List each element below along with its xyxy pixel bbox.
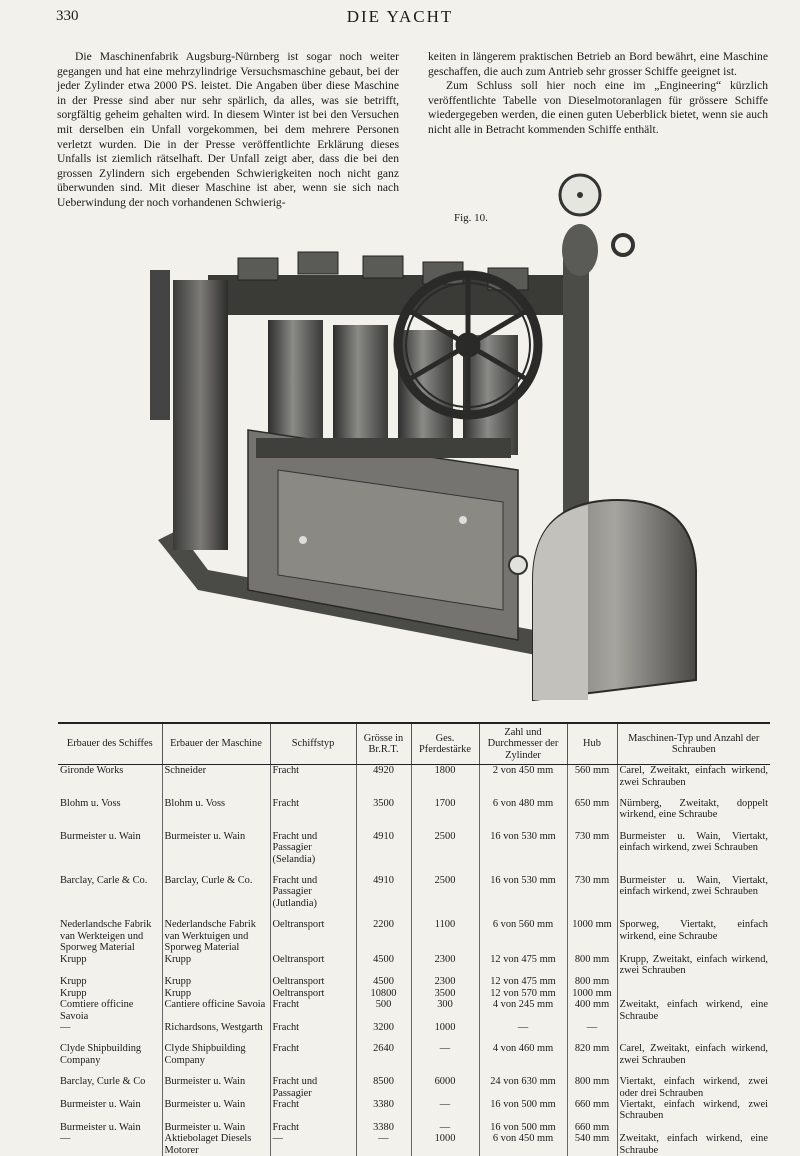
table-cell: 4910: [356, 821, 411, 865]
table-cell: Barclay, Curle & Co: [60, 1076, 146, 1088]
table-row: [58, 954, 770, 977]
table-cell: Aktiebolaget Diesels Motorer: [162, 1133, 270, 1156]
table-cell: 3200: [356, 1022, 411, 1033]
table-cell: Krupp: [60, 976, 87, 988]
table-cell: 4 von 245 mm: [479, 999, 567, 1022]
table-cell: Fracht und Passagier (Selandia): [270, 821, 356, 865]
table-row: [58, 1066, 770, 1099]
col-header: Hub: [567, 723, 617, 765]
table-cell: Oeltransport: [270, 988, 356, 999]
table-cell: 4500: [356, 954, 411, 977]
table-cell: 8500: [356, 1066, 411, 1099]
table-cell: Krupp, Zweitakt, einfach wirkend, zwei Schrauben: [617, 954, 770, 977]
table-cell: 2500: [411, 821, 479, 865]
table-cell: 730 mm: [567, 821, 617, 865]
table-cell: 16 von 500 mm: [479, 1099, 567, 1122]
table-cell: Burmeister u. Wain, Viertakt, einfach wirkend, zwei Schrauben: [617, 865, 770, 909]
table-cell: 1000: [411, 1133, 479, 1156]
table-cell: 660 mm: [567, 1122, 617, 1133]
table-cell: 400 mm: [567, 999, 617, 1022]
left-paragraph: Die Maschinenfabrik Augsburg-Nürnberg ist sogar noch weiter gegangen und hat eine mehrzylindrige Versuchsmaschine gebaut, bei der jeder Zylinder etwa 2000 PS. leistet. Die Angaben über diese Maschine in der Presse sind aber nur sehr spärlich, da alles, was sie betrifft, sorgfältig geheim gehalten wird. In diesem Winter ist bei den Versuchen mit derselben ein Unfall vorgekommen, bei dem mehrere Personen verletzt wurden. Die in der Presse veröffentlichte Erklärung dieses Unfalls ist ziemlich rätselhaft. Der Unfall zeigt aber, dass die bei den grossen Zylindern sich ergebenden Schwierigkeiten noch nicht ganz überwunden sind. Mit dieser Maschine ist aber, wenn sie sich nach Ueberwindung der noch vorhandenen Schwierig-: [57, 50, 399, 209]
table-cell: 300: [411, 999, 479, 1022]
table-row: [58, 976, 770, 987]
table-cell: 2300: [411, 954, 479, 977]
table-cell: Gironde Works: [60, 765, 124, 777]
table-row: [58, 1099, 770, 1122]
table-cell: Nederlandsche Fabrik van Werktuigen und Sporweg Material: [162, 909, 270, 953]
table-cell: —: [411, 1033, 479, 1066]
table-cell: Burmeister u. Wain: [162, 1099, 270, 1122]
table-cell: 6 von 560 mm: [479, 909, 567, 953]
table-cell: 16 von 500 mm: [479, 1122, 567, 1133]
table-cell: Zweitakt, einfach wirkend, eine Schraube: [617, 1133, 770, 1156]
table-cell: —: [411, 1099, 479, 1122]
table-cell: —: [411, 1122, 479, 1133]
table-row: [58, 821, 770, 865]
table-cell: 4910: [356, 865, 411, 909]
table-row: [58, 1022, 770, 1033]
table-cell: Burmeister u. Wain: [60, 1098, 141, 1110]
table-row: [58, 1122, 770, 1133]
table-row: [58, 1033, 770, 1066]
table-cell: Richardsons, Westgarth: [162, 1022, 270, 1033]
table-cell: Clyde Shipbuilding Company: [60, 1043, 142, 1066]
running-head: DIE YACHT: [346, 7, 454, 26]
table-header-row: [58, 723, 770, 765]
table-cell: 16 von 530 mm: [479, 865, 567, 909]
table-cell: Burmeister u. Wain: [162, 1122, 270, 1133]
table-cell: Oeltransport: [270, 976, 356, 987]
table-cell: Fracht: [270, 999, 356, 1022]
table-cell: Burmeister u. Wain: [162, 821, 270, 865]
col-header: Erbauer des Schiffes: [58, 723, 162, 765]
table-cell: [617, 1022, 770, 1033]
table-cell: Nederlandsche Fabrik van Werkteigen und Sporweg Material: [60, 919, 152, 954]
table-cell: Comtiere officine Savoia: [60, 999, 134, 1022]
page-number: 330: [56, 8, 79, 24]
table-cell: 500: [356, 999, 411, 1022]
table-cell: Carel, Zweitakt, einfach wirkend, zwei Schrauben: [617, 1033, 770, 1066]
table-cell: 820 mm: [567, 1033, 617, 1066]
table-cell: 660 mm: [567, 1099, 617, 1122]
table-cell: Fracht: [270, 1022, 356, 1033]
table-cell: 650 mm: [567, 788, 617, 821]
table-row: [58, 988, 770, 999]
table-cell: Schneider: [162, 765, 270, 788]
table-cell: 12 von 475 mm: [479, 954, 567, 977]
table-cell: Viertakt, einfach wirkend, zwei Schrauben: [617, 1099, 770, 1122]
table-cell: 3380: [356, 1122, 411, 1133]
table-cell: 24 von 630 mm: [479, 1066, 567, 1099]
table-cell: Zweitakt, einfach wirkend, eine Schraube: [617, 999, 770, 1022]
figure-label: Fig. 10.: [454, 212, 488, 224]
table-cell: Krupp: [162, 988, 270, 999]
table-cell: Oeltransport: [270, 954, 356, 977]
table-cell: 800 mm: [567, 954, 617, 977]
table-cell: Nürnberg, Zweitakt, doppelt wirkend, eine Schraube: [617, 788, 770, 821]
table-cell: Clyde Shipbuilding Company: [162, 1033, 270, 1066]
table-cell: 560 mm: [567, 765, 617, 788]
table-cell: Krupp: [162, 954, 270, 977]
table-cell: Barclay, Carle & Co.: [60, 875, 148, 887]
table-cell: 2640: [356, 1033, 411, 1066]
table-cell: [617, 1122, 770, 1133]
table-row: [58, 765, 770, 788]
table-cell: Carel, Zweitakt, einfach wirkend, zwei Schrauben: [617, 765, 770, 788]
col-header: Grösse in Br.R.T.: [356, 723, 411, 765]
table-row: [58, 909, 770, 953]
table-cell: 2 von 450 mm: [479, 765, 567, 788]
table-row: [58, 999, 770, 1022]
table-cell: 2300: [411, 976, 479, 987]
table-cell: Krupp: [60, 987, 87, 999]
table-cell: Fracht: [270, 1099, 356, 1122]
table-cell: 6000: [411, 1066, 479, 1099]
table-cell: Sporweg, Viertakt, einfach wirkend, eine Schraube: [617, 909, 770, 953]
table-cell: Fracht: [270, 765, 356, 788]
table-cell: 1700: [411, 788, 479, 821]
diesel-engines-table: [58, 722, 770, 1156]
table-row: [58, 865, 770, 909]
right-column: [428, 50, 768, 138]
table-cell: 4920: [356, 765, 411, 788]
right-paragraph-1: keiten in längerem praktischen Betrieb an Bord bewährt, eine Maschine geschaffen, die auch zum Antrieb sehr grosser Schiffe geeignet ist.: [428, 50, 768, 78]
table-cell: Fracht: [270, 1122, 356, 1133]
table-cell: 540 mm: [567, 1133, 617, 1156]
table-cell: Krupp: [162, 976, 270, 987]
table-cell: —: [567, 1022, 617, 1033]
table-cell: 6 von 450 mm: [479, 1133, 567, 1156]
table-cell: Burmeister u. Wain: [60, 830, 141, 842]
table-cell: Oeltransport: [270, 909, 356, 953]
col-header: Schiffstyp: [270, 723, 356, 765]
table-cell: 6 von 480 mm: [479, 788, 567, 821]
table-cell: —: [270, 1133, 356, 1156]
table-cell: Fracht: [270, 1033, 356, 1066]
table-cell: 1000 mm: [567, 988, 617, 999]
table-cell: 10800: [356, 988, 411, 999]
table-cell: Fracht: [270, 788, 356, 821]
table-cell: 3500: [411, 988, 479, 999]
table-cell: Krupp: [60, 953, 87, 965]
col-header: Erbauer der Maschine: [162, 723, 270, 765]
table-cell: Blohm u. Voss: [162, 788, 270, 821]
table-cell: 1000 mm: [567, 909, 617, 953]
table-cell: Burmeister u. Wain, Viertakt, einfach wirkend, zwei Schrauben: [617, 821, 770, 865]
table-cell: 1000: [411, 1022, 479, 1033]
table-cell: Cantiere officine Savoia: [162, 999, 270, 1022]
table-row: [58, 1133, 770, 1156]
engine-illustration: [118, 170, 718, 710]
col-header: Maschinen-Typ und Anzahl der Schrauben: [617, 723, 770, 765]
table-cell: 800 mm: [567, 976, 617, 987]
table-cell: Burmeister u. Wain: [162, 1066, 270, 1099]
table-cell: [617, 988, 770, 999]
table-cell: Barclay, Curle & Co.: [162, 865, 270, 909]
table-body: [58, 765, 770, 1156]
table-cell: [617, 976, 770, 987]
table-cell: 12 von 475 mm: [479, 976, 567, 987]
table-cell: 4 von 460 mm: [479, 1033, 567, 1066]
col-header: Ges. Pferdestärke: [411, 723, 479, 765]
table-cell: 12 von 570 mm: [479, 988, 567, 999]
col-header: Zahl und Durchmesser der Zylinder: [479, 723, 567, 765]
table-cell: 4500: [356, 976, 411, 987]
table-cell: —: [356, 1133, 411, 1156]
table-cell: Blohm u. Voss: [60, 798, 121, 810]
table-row: [58, 788, 770, 821]
table-cell: 1100: [411, 909, 479, 953]
table-cell: Burmeister u. Wain: [60, 1121, 141, 1133]
table-cell: 3380: [356, 1099, 411, 1122]
table-cell: Fracht und Passagier (Jutlandia): [270, 865, 356, 909]
table-cell: 2500: [411, 865, 479, 909]
table-cell: 2200: [356, 909, 411, 953]
table-cell: 16 von 530 mm: [479, 821, 567, 865]
table-cell: 730 mm: [567, 865, 617, 909]
right-paragraph-2: Zum Schluss soll hier noch eine im „Engineering“ kürzlich veröffentlichte Tabelle von Dieselmotoranlagen für grössere Schiffe wiedergegeben werden, die einen guten Ueberblick bietet, wenn sie auch nicht alle in Betracht kommenden Schiffe enthält.: [428, 79, 768, 136]
table-cell: Fracht und Passagier: [270, 1066, 356, 1099]
table-cell: —: [60, 1133, 71, 1145]
table-cell: 800 mm: [567, 1066, 617, 1099]
table-cell: —: [60, 1021, 71, 1033]
table-cell: Viertakt, einfach wirkend, zwei oder drei Schrauben: [617, 1066, 770, 1099]
table-cell: 1800: [411, 765, 479, 788]
table-cell: 3500: [356, 788, 411, 821]
table-cell: —: [479, 1022, 567, 1033]
